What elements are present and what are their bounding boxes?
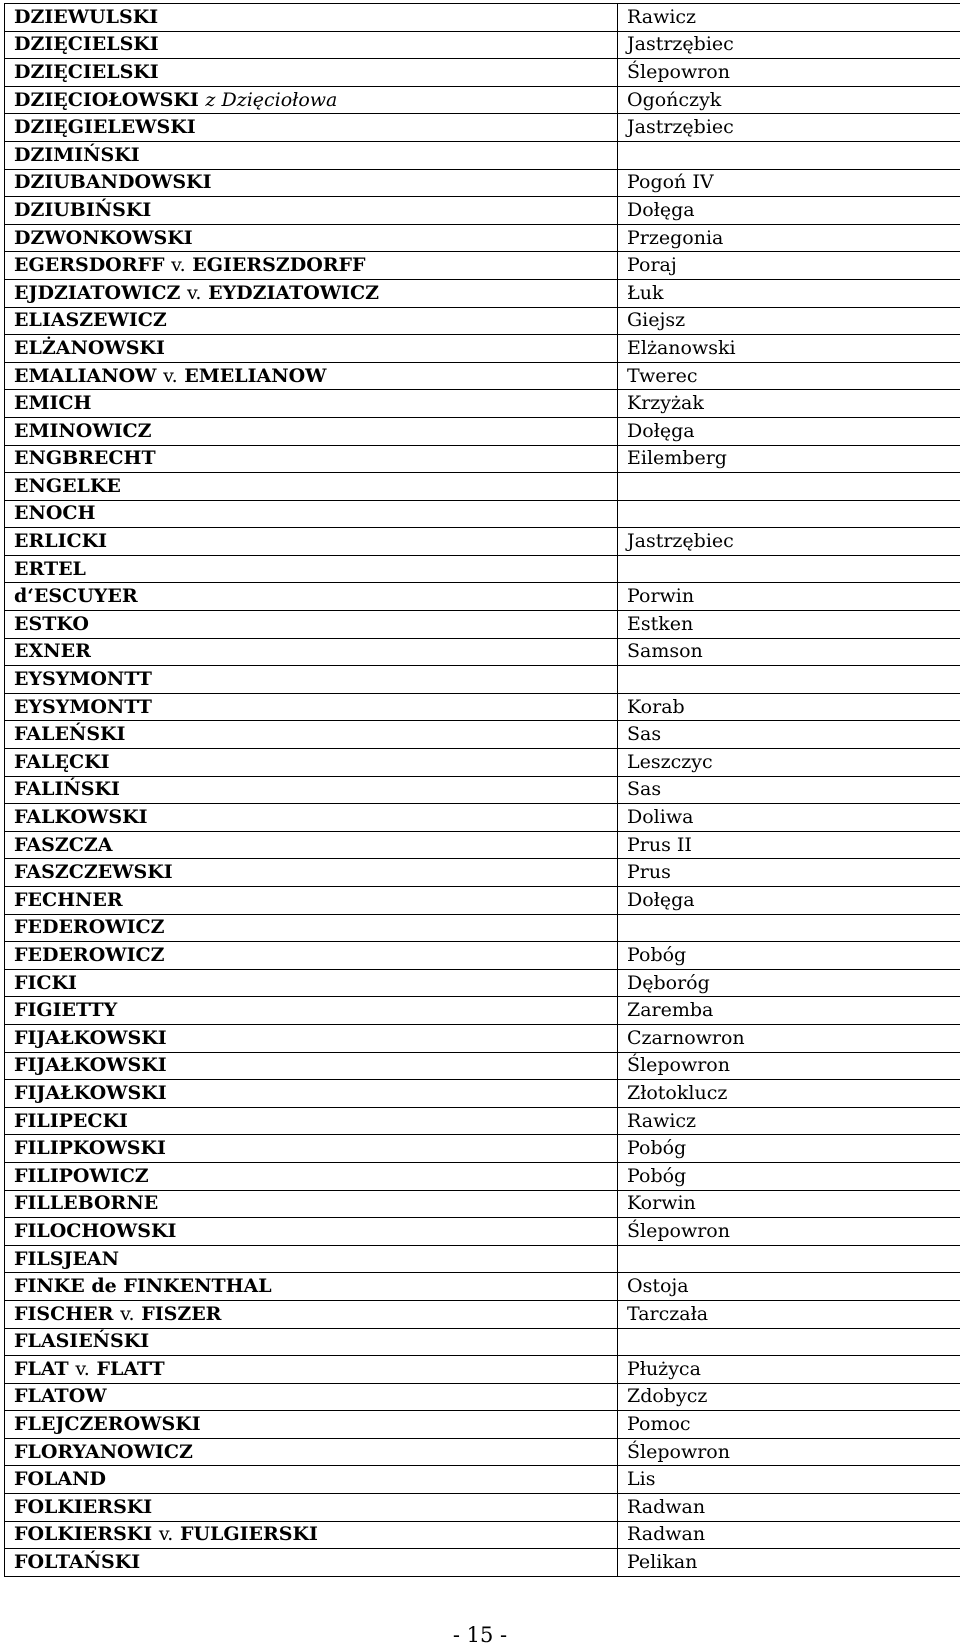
surname-text: FIJAŁKOWSKI [14,1054,167,1077]
surname-cell [5,141,618,169]
surname-cell [5,555,618,583]
table-row [5,335,960,363]
table-row [5,887,960,915]
table-row [5,1411,960,1439]
coat-of-arms-cell: Sas [618,776,960,804]
variant-conjunction: v. [163,364,178,387]
coat-of-arms-cell: Leszczyc [618,749,960,777]
coat-of-arms-cell: Rawicz [618,4,960,32]
table-row [5,252,960,280]
surname-text: FISCHER [14,1302,114,1325]
variant-conjunction: v. [75,1357,90,1380]
surname-text: EYSYMONTT [14,668,152,691]
surname-text: FASZCZA [14,833,113,856]
armorial-table-body [5,4,960,1577]
surname-cell [5,473,618,501]
variant-conjunction: v. [171,254,186,277]
surname-cell [5,1549,618,1577]
surname-text: DZIUBIŃSKI [14,198,152,221]
table-row [5,1162,960,1190]
surname-cell [5,1300,618,1328]
surname-note: z Dzięciołowa [205,88,338,111]
coat-of-arms-cell: Dęboróg [618,969,960,997]
surname-text: FLEJCZEROWSKI [14,1413,201,1436]
table-row [5,86,960,114]
surname-cell [5,1162,618,1190]
surname-cell [5,997,618,1025]
table-row [5,390,960,418]
coat-of-arms-cell [618,1328,960,1356]
surname-text: EMINOWICZ [14,419,152,442]
coat-of-arms-cell: Sas [618,721,960,749]
surname-text: FILIPOWICZ [14,1164,149,1187]
coat-of-arms-cell: Przegonia [618,224,960,252]
coat-of-arms-cell: Jastrzębiec [618,528,960,556]
surname-cell [5,390,618,418]
surname-cell [5,1383,618,1411]
coat-of-arms-cell: Ślepowron [618,59,960,87]
surname-cell [5,721,618,749]
surname-text: ENGBRECHT [14,447,156,470]
coat-of-arms-cell [618,666,960,694]
surname-cell [5,1273,618,1301]
surname-cell [5,114,618,142]
table-row [5,997,960,1025]
surname-cell [5,914,618,942]
table-row [5,445,960,473]
table-row [5,114,960,142]
surname-text: FILSJEAN [14,1247,120,1270]
surname-cell [5,86,618,114]
coat-of-arms-cell: Pogoń IV [618,169,960,197]
table-row [5,749,960,777]
table-row [5,583,960,611]
coat-of-arms-cell: Korab [618,693,960,721]
surname-cell [5,693,618,721]
table-row [5,417,960,445]
table-row [5,1135,960,1163]
table-row [5,1107,960,1135]
table-row [5,197,960,225]
coat-of-arms-cell: Zdobycz [618,1383,960,1411]
coat-of-arms-cell: Dołęga [618,197,960,225]
coat-of-arms-cell: Twerec [618,362,960,390]
table-row [5,942,960,970]
coat-of-arms-cell [618,555,960,583]
variant-conjunction: v. [186,281,202,304]
coat-of-arms-cell: Ślepowron [618,1052,960,1080]
surname-text: FASZCZEWSKI [14,861,173,884]
surname-cell [5,942,618,970]
surname-cell [5,169,618,197]
surname-text: FALĘCKI [14,750,110,773]
surname-cell [5,307,618,335]
table-row [5,141,960,169]
table-row [5,307,960,335]
surname-text: DZIĘCIELSKI [14,33,159,56]
table-row [5,831,960,859]
surname-text: EJDZIATOWICZ [14,281,181,304]
table-row [5,1273,960,1301]
coat-of-arms-cell [618,473,960,501]
page-number: - 15 - [452,1623,508,1647]
surname-cell [5,1135,618,1163]
table-row [5,362,960,390]
table-row [5,1190,960,1218]
surname-text: FLASIEŃSKI [14,1330,150,1353]
coat-of-arms-cell: Czarnowron [618,1024,960,1052]
coat-of-arms-cell: Jastrzębiec [618,114,960,142]
surname-text: DZIĘGIELEWSKI [14,116,196,139]
surname-cell [5,1190,618,1218]
surname-text: FIJAŁKOWSKI [14,1026,167,1049]
surname-variant: EMELIANOW [184,364,327,387]
surname-cell [5,1438,618,1466]
surname-cell [5,1218,618,1246]
table-row [5,1438,960,1466]
coat-of-arms-cell: Pobóg [618,1162,960,1190]
surname-cell [5,500,618,528]
surname-cell [5,252,618,280]
surname-text: FIJAŁKOWSKI [14,1081,167,1104]
surname-cell [5,1466,618,1494]
table-row [5,224,960,252]
surname-cell [5,776,618,804]
table-row [5,914,960,942]
coat-of-arms-cell: Ślepowron [618,1438,960,1466]
surname-cell [5,859,618,887]
table-row [5,776,960,804]
table-row [5,804,960,832]
surname-text: EGERSDORFF [14,254,165,277]
coat-of-arms-cell: Ślepowron [618,1218,960,1246]
coat-of-arms-cell: Ogończyk [618,86,960,114]
coat-of-arms-cell: Pomoc [618,1411,960,1439]
surname-text: ENOCH [14,502,96,525]
surname-text: FLATOW [14,1385,107,1408]
surname-variant: EYDZIATOWICZ [208,281,379,304]
surname-text: ELŻANOWSKI [14,336,165,359]
table-row [5,1549,960,1577]
table-row [5,1052,960,1080]
surname-text: FOLKIERSKI [14,1523,153,1546]
table-row [5,1080,960,1108]
surname-cell [5,1052,618,1080]
variant-conjunction: v. [158,1523,174,1546]
table-row [5,4,960,32]
table-row [5,1466,960,1494]
surname-text: FEDEROWICZ [14,943,165,966]
table-row [5,1300,960,1328]
surname-cell [5,1494,618,1522]
table-row [5,1494,960,1522]
surname-text: FLORYANOWICZ [14,1440,193,1463]
table-row [5,721,960,749]
surname-cell [5,583,618,611]
surname-text: FALKOWSKI [14,806,148,829]
coat-of-arms-cell: Złotoklucz [618,1080,960,1108]
surname-text: EYSYMONTT [14,695,152,718]
surname-cell [5,279,618,307]
table-row [5,1356,960,1384]
surname-text: FILOCHOWSKI [14,1219,177,1242]
table-row [5,638,960,666]
surname-cell [5,666,618,694]
table-row [5,666,960,694]
coat-of-arms-cell: Ostoja [618,1273,960,1301]
coat-of-arms-cell: Łuk [618,279,960,307]
table-row [5,1521,960,1549]
table-row [5,528,960,556]
coat-of-arms-cell: Doliwa [618,804,960,832]
surname-cell [5,1080,618,1108]
coat-of-arms-cell: Prus II [618,831,960,859]
coat-of-arms-cell: Płużyca [618,1356,960,1384]
surname-cell [5,887,618,915]
surname-cell [5,59,618,87]
coat-of-arms-cell [618,914,960,942]
coat-of-arms-cell: Radwan [618,1521,960,1549]
surname-text: FIGIETTY [14,999,118,1022]
coat-of-arms-cell: Dołęga [618,417,960,445]
coat-of-arms-cell: Estken [618,611,960,639]
coat-of-arms-cell: Zaremba [618,997,960,1025]
surname-text: FILLEBORNE [14,1192,159,1215]
surname-text: FINKE de FINKENTHAL [14,1275,272,1298]
surname-text: FLAT [14,1357,69,1380]
coat-of-arms-cell: Dołęga [618,887,960,915]
coat-of-arms-cell: Radwan [618,1494,960,1522]
table-row [5,1245,960,1273]
surname-cell [5,831,618,859]
table-row [5,859,960,887]
table-row [5,279,960,307]
surname-text: ELIASZEWICZ [14,309,167,332]
table-row [5,693,960,721]
surname-cell [5,611,618,639]
surname-text: EMICH [14,392,92,415]
surname-cell [5,528,618,556]
table-row [5,473,960,501]
surname-text: FOLTAŃSKI [14,1551,141,1574]
surname-cell [5,1521,618,1549]
coat-of-arms-cell: Pelikan [618,1549,960,1577]
surname-cell [5,638,618,666]
surname-cell [5,1107,618,1135]
surname-text: DZIĘCIOŁOWSKI [14,88,199,111]
table-row [5,611,960,639]
coat-of-arms-cell: Tarczała [618,1300,960,1328]
surname-text: DZIEWULSKI [14,5,159,28]
surname-cell [5,804,618,832]
table-row [5,1328,960,1356]
surname-text: ENGELKE [14,474,121,497]
surname-cell [5,197,618,225]
table-row [5,169,960,197]
coat-of-arms-cell: Giejsz [618,307,960,335]
table-row [5,500,960,528]
surname-text: d‘ESCUYER [14,585,138,608]
surname-cell [5,1245,618,1273]
surname-cell [5,445,618,473]
coat-of-arms-cell: Elżanowski [618,335,960,363]
table-row [5,31,960,59]
surname-text: FECHNER [14,888,123,911]
surname-text: ERTEL [14,557,86,580]
surname-text: FOLAND [14,1468,106,1491]
coat-of-arms-cell: Poraj [618,252,960,280]
surname-text: FEDEROWICZ [14,916,165,939]
surname-text: FILIPKOWSKI [14,1137,166,1160]
surname-text: ERLICKI [14,530,108,553]
surname-cell [5,1356,618,1384]
surname-cell [5,4,618,32]
surname-cell [5,1328,618,1356]
surname-cell [5,749,618,777]
surname-variant: FISZER [141,1302,222,1325]
coat-of-arms-cell: Rawicz [618,1107,960,1135]
coat-of-arms-cell: Eilemberg [618,445,960,473]
armorial-table [4,3,960,1577]
coat-of-arms-cell: Samson [618,638,960,666]
coat-of-arms-cell: Korwin [618,1190,960,1218]
table-row [5,969,960,997]
surname-text: FILIPECKI [14,1109,128,1132]
coat-of-arms-cell: Pobóg [618,942,960,970]
coat-of-arms-cell: Porwin [618,583,960,611]
table-row [5,1383,960,1411]
variant-conjunction: v. [120,1302,135,1325]
coat-of-arms-cell: Pobóg [618,1135,960,1163]
surname-cell [5,224,618,252]
surname-cell [5,417,618,445]
surname-cell [5,335,618,363]
table-row [5,1218,960,1246]
surname-text: DZIUBANDOWSKI [14,171,212,194]
surname-text: FOLKIERSKI [14,1495,153,1518]
surname-variant: FLATT [96,1357,165,1380]
coat-of-arms-cell: Jastrzębiec [618,31,960,59]
surname-text: DZIĘCIELSKI [14,60,159,83]
surname-variant: EGIERSZDORFF [192,254,366,277]
coat-of-arms-cell: Prus [618,859,960,887]
surname-cell [5,362,618,390]
surname-text: FICKI [14,971,77,994]
surname-text: DZIMIŃSKI [14,143,140,166]
surname-cell [5,1411,618,1439]
surname-cell [5,31,618,59]
surname-variant: FULGIERSKI [179,1523,318,1546]
surname-cell [5,969,618,997]
surname-text: FALEŃSKI [14,723,126,746]
surname-cell [5,1024,618,1052]
coat-of-arms-cell [618,141,960,169]
coat-of-arms-cell: Krzyżak [618,390,960,418]
surname-text: FALIŃSKI [14,778,120,801]
table-row [5,555,960,583]
surname-text: DZWONKOWSKI [14,226,193,249]
table-row [5,1024,960,1052]
surname-text: EXNER [14,640,91,663]
coat-of-arms-cell: Lis [618,1466,960,1494]
surname-text: EMALIANOW [14,364,157,387]
coat-of-arms-cell [618,1245,960,1273]
coat-of-arms-cell [618,500,960,528]
surname-text: ESTKO [14,612,89,635]
table-row [5,59,960,87]
